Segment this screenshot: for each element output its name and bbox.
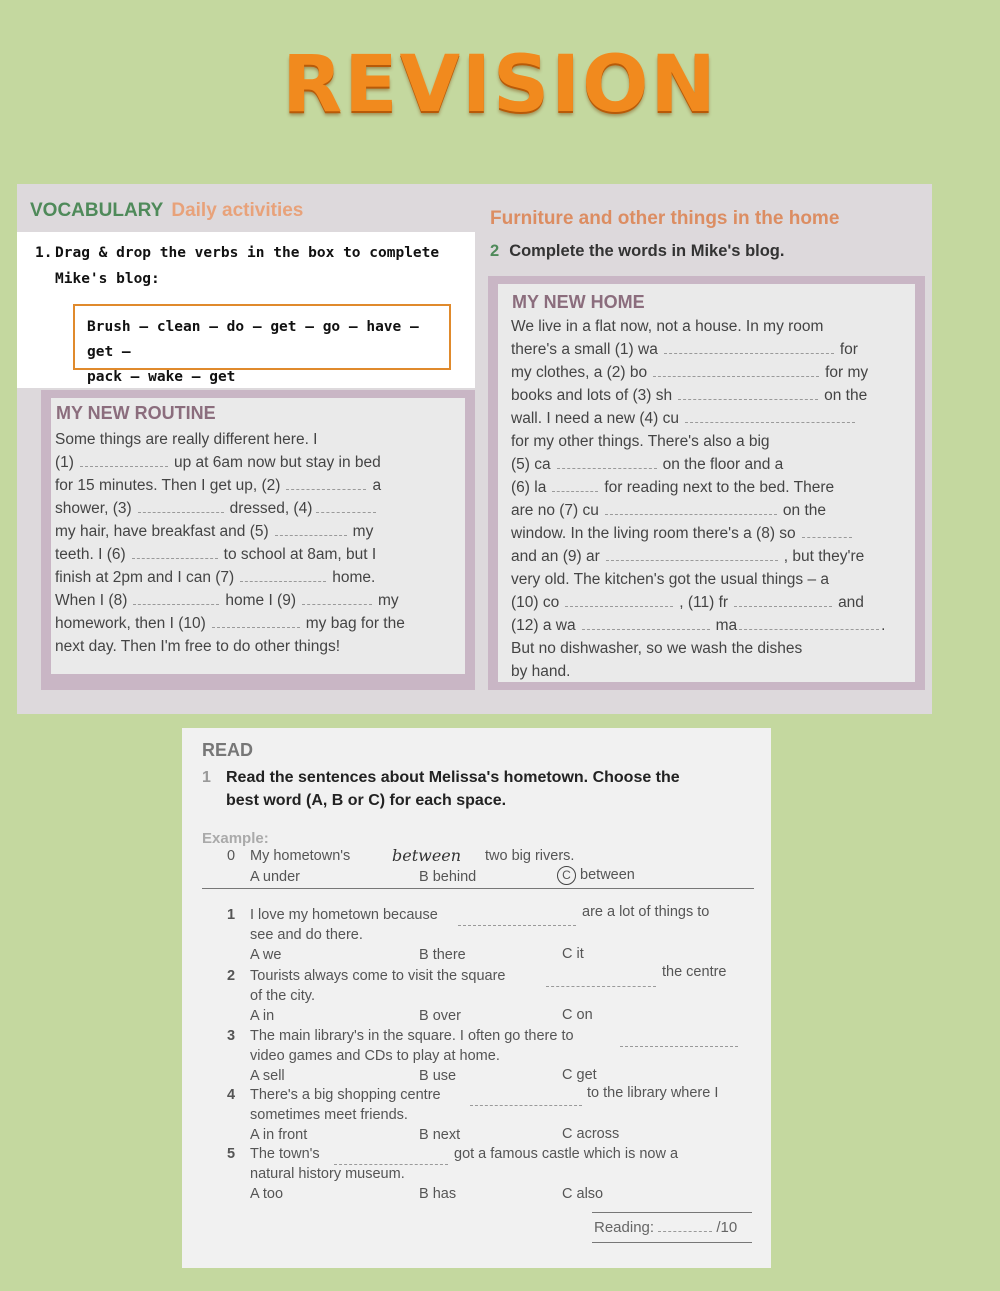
option-c[interactable]: C on (562, 1007, 593, 1023)
item-text: the centre (662, 964, 727, 980)
instruction-box (17, 232, 475, 388)
routine-line (55, 543, 455, 566)
blank-ma[interactable] (739, 615, 879, 630)
text-segment: finish at 2pm and I can (7) (55, 569, 235, 586)
option-a[interactable]: A we (250, 947, 282, 963)
instruction-text (35, 240, 465, 292)
home-line (511, 568, 911, 591)
blank-wa-12[interactable] (582, 615, 710, 630)
item-number: 5 (227, 1146, 236, 1162)
item-number: 1 (227, 907, 236, 923)
text-segment: homework, then I (10) (55, 615, 206, 632)
blank-3[interactable] (138, 498, 224, 513)
home-line (511, 407, 911, 430)
item-text: got a famous castle which is now a (454, 1146, 679, 1162)
verb-list-line: Brush – clean – do – get – go – have – get – (87, 319, 419, 360)
item-text: I love my hometown because (250, 907, 438, 923)
option-c[interactable]: C also (562, 1186, 604, 1202)
circled-answer-icon: C (557, 866, 576, 885)
score-rule-top (592, 1212, 752, 1213)
home-line (511, 637, 911, 660)
option-a[interactable]: A in (250, 1008, 275, 1024)
text-segment: and an (9) ar (511, 548, 600, 565)
text-segment: (10) co (511, 594, 560, 611)
reading-question (202, 766, 746, 812)
example-text-after: two big rivers. (485, 848, 575, 864)
home-line (511, 453, 911, 476)
instruction-line: Drag & drop the verbs in the box to complete (55, 245, 440, 261)
routine-line (55, 474, 455, 497)
score-rule-bottom (592, 1242, 752, 1243)
home-line (511, 499, 911, 522)
option-a[interactable]: A in front (250, 1127, 308, 1143)
vocabulary-panel (17, 184, 932, 714)
blank-bo[interactable] (653, 362, 819, 377)
instruction-line: Mike's blog: (55, 271, 160, 287)
answer-blank-4[interactable] (470, 1091, 582, 1106)
routine-line (55, 428, 455, 451)
blank-fr[interactable] (734, 592, 832, 607)
item-text: natural history museum. (250, 1166, 405, 1182)
routine-line (55, 612, 455, 635)
item-number: 2 (227, 968, 236, 984)
blank-co[interactable] (565, 592, 673, 607)
blank-9[interactable] (302, 590, 372, 605)
home-line (511, 384, 911, 407)
item-text: sometimes meet friends. (250, 1107, 408, 1123)
reading-heading: READ (202, 740, 254, 760)
text-segment: home. (332, 569, 376, 586)
reading-panel (182, 728, 771, 1268)
option-b[interactable]: B over (419, 1008, 461, 1024)
text-segment: window. In the living room there's a (8) so (511, 525, 796, 542)
text-segment: dressed, (4) (229, 500, 313, 517)
blank-4[interactable] (316, 498, 376, 513)
divider (202, 888, 754, 889)
home-title: MY NEW HOME (512, 292, 645, 312)
text-segment: my clothes, a (2) bo (511, 364, 648, 381)
answer-blank-5[interactable] (334, 1150, 448, 1165)
reading-question-number: 1 (202, 769, 211, 786)
text-segment: When I (8) (55, 592, 128, 609)
text-segment: for my other things. There's also a big (511, 433, 770, 450)
score-line (594, 1217, 737, 1236)
example-option-c-text: between (580, 867, 635, 883)
routine-line (55, 589, 455, 612)
option-c[interactable]: C it (562, 946, 584, 962)
home-line (511, 614, 911, 637)
example-option-c (557, 866, 635, 885)
question-text: Complete the words in Mike's blog. (509, 242, 785, 260)
verb-list-line: pack – wake – get (87, 369, 236, 385)
item-text: of the city. (250, 988, 316, 1004)
text-segment: my (352, 523, 374, 540)
option-c[interactable]: C get (562, 1067, 597, 1083)
text-segment: . (881, 617, 886, 634)
text-segment: there's a small (1) wa (511, 341, 658, 358)
vocabulary-heading (30, 200, 303, 222)
text-segment: and (838, 594, 864, 611)
blank-so[interactable] (802, 523, 852, 538)
item-text: Tourists always come to visit the square (250, 968, 506, 984)
verb-word-box[interactable] (73, 304, 451, 385)
option-b[interactable]: B there (419, 947, 466, 963)
home-text (511, 315, 911, 683)
example-answer: between (392, 846, 462, 865)
text-segment: for my (825, 364, 869, 381)
example-label: Example: (202, 830, 269, 847)
example-text-before: My hometown's (250, 848, 351, 864)
text-segment: wall. I need a new (4) cu (511, 410, 680, 427)
answer-blank-3[interactable] (620, 1032, 738, 1047)
instruction-number: 1. (35, 245, 53, 261)
routine-line (55, 566, 455, 589)
score-total: /10 (716, 1219, 738, 1236)
option-a[interactable]: A sell (250, 1068, 285, 1084)
text-segment: home I (9) (225, 592, 296, 609)
text-segment: (6) la (511, 479, 547, 496)
text-segment: But no dishwasher, so we wash the dishes (511, 640, 803, 657)
furniture-heading: Furniture and other things in the home (490, 208, 840, 229)
answer-blank-2[interactable] (546, 972, 656, 987)
text-segment: a (372, 477, 382, 494)
home-line (511, 315, 911, 338)
text-segment: for reading next to the bed. There (604, 479, 835, 496)
text-segment: (5) ca (511, 456, 551, 473)
text-segment: by hand. (511, 663, 571, 680)
text-segment: next day. Then I'm free to do other things! (55, 638, 340, 655)
home-line (511, 338, 911, 361)
blank-2[interactable] (286, 475, 366, 490)
example-number: 0 (227, 848, 236, 864)
blank-cu-7[interactable] (605, 500, 777, 515)
text-segment: , but they're (783, 548, 865, 565)
example-option-a: A under (250, 869, 300, 885)
blank-ca[interactable] (557, 454, 657, 469)
text-segment: very old. The kitchen's got the usual things – a (511, 571, 830, 588)
home-line (511, 591, 911, 614)
text-segment: We live in a flat now, not a house. In my room (511, 318, 824, 335)
item-text: video games and CDs to play at home. (250, 1048, 500, 1064)
home-line (511, 476, 911, 499)
routine-title: MY NEW ROUTINE (56, 403, 216, 423)
item-text: to the library where I (587, 1085, 719, 1101)
option-a[interactable]: A too (250, 1186, 284, 1202)
blank-wa[interactable] (664, 339, 834, 354)
text-segment: to school at 8am, but I (223, 546, 377, 563)
vocabulary-heading-sub: Daily activities (171, 200, 304, 221)
routine-line (55, 451, 455, 474)
text-segment: (1) (55, 454, 74, 471)
text-segment: ma (715, 617, 738, 634)
blank-7[interactable] (240, 567, 326, 582)
text-segment: my hair, have breakfast and (5) (55, 523, 269, 540)
text-segment: , (11) fr (679, 594, 729, 611)
reading-question-line: Read the sentences about Melissa's hometown. Choose the (226, 769, 680, 786)
item-number: 3 (227, 1028, 236, 1044)
text-segment: on the (824, 387, 868, 404)
text-segment: my bag for the (305, 615, 405, 632)
answer-blank-1[interactable] (458, 911, 576, 926)
blank-5[interactable] (275, 521, 347, 536)
routine-line (55, 520, 455, 543)
text-segment: shower, (3) (55, 500, 132, 517)
option-c[interactable]: C across (562, 1126, 620, 1142)
option-b[interactable]: B has (419, 1186, 457, 1202)
blank-1[interactable] (80, 452, 168, 467)
home-line (511, 361, 911, 384)
blank-ar[interactable] (606, 546, 778, 561)
item-text: There's a big shopping centre (250, 1087, 441, 1103)
blank-cu[interactable] (685, 408, 855, 423)
text-segment: books and lots of (3) sh (511, 387, 673, 404)
reading-question-line: best word (A, B or C) for each space. (226, 792, 507, 809)
text-segment: for 15 minutes. Then I get up, (2) (55, 477, 281, 494)
page-title: REVISION (282, 40, 718, 130)
home-line (511, 660, 911, 683)
item-text: The main library's in the square. I often go there to (250, 1028, 574, 1044)
text-segment: up at 6am now but stay in bed (173, 454, 381, 471)
home-line (511, 545, 911, 568)
blank-sh[interactable] (678, 385, 818, 400)
score-label: Reading: (594, 1219, 655, 1236)
text-segment: on the floor and a (662, 456, 784, 473)
blank-8[interactable] (133, 590, 219, 605)
text-segment: for (839, 341, 858, 358)
home-line (511, 522, 911, 545)
routine-text (55, 428, 455, 658)
routine-line (55, 635, 455, 658)
option-b[interactable]: B use (419, 1068, 457, 1084)
text-segment: on the (782, 502, 826, 519)
text-segment: teeth. I (6) (55, 546, 126, 563)
text-segment: Some things are really different here. I (55, 431, 318, 448)
routine-line (55, 497, 455, 520)
item-number: 4 (227, 1087, 236, 1103)
item-text: The town's (250, 1146, 320, 1162)
home-line (511, 430, 911, 453)
item-text: see and do there. (250, 927, 363, 943)
option-b[interactable]: B next (419, 1127, 461, 1143)
text-segment: my (378, 592, 399, 609)
text-segment: are no (7) cu (511, 502, 599, 519)
item-text: are a lot of things to (582, 904, 710, 920)
text-segment: (12) a wa (511, 617, 576, 634)
question-number: 2 (490, 242, 500, 260)
blank-10[interactable] (212, 613, 300, 628)
blank-la[interactable] (552, 477, 598, 492)
question-2 (490, 242, 784, 261)
vocabulary-heading-main: VOCABULARY (30, 200, 164, 221)
example-option-b: B behind (419, 869, 477, 885)
score-blank[interactable] (658, 1217, 712, 1232)
blank-6[interactable] (132, 544, 218, 559)
